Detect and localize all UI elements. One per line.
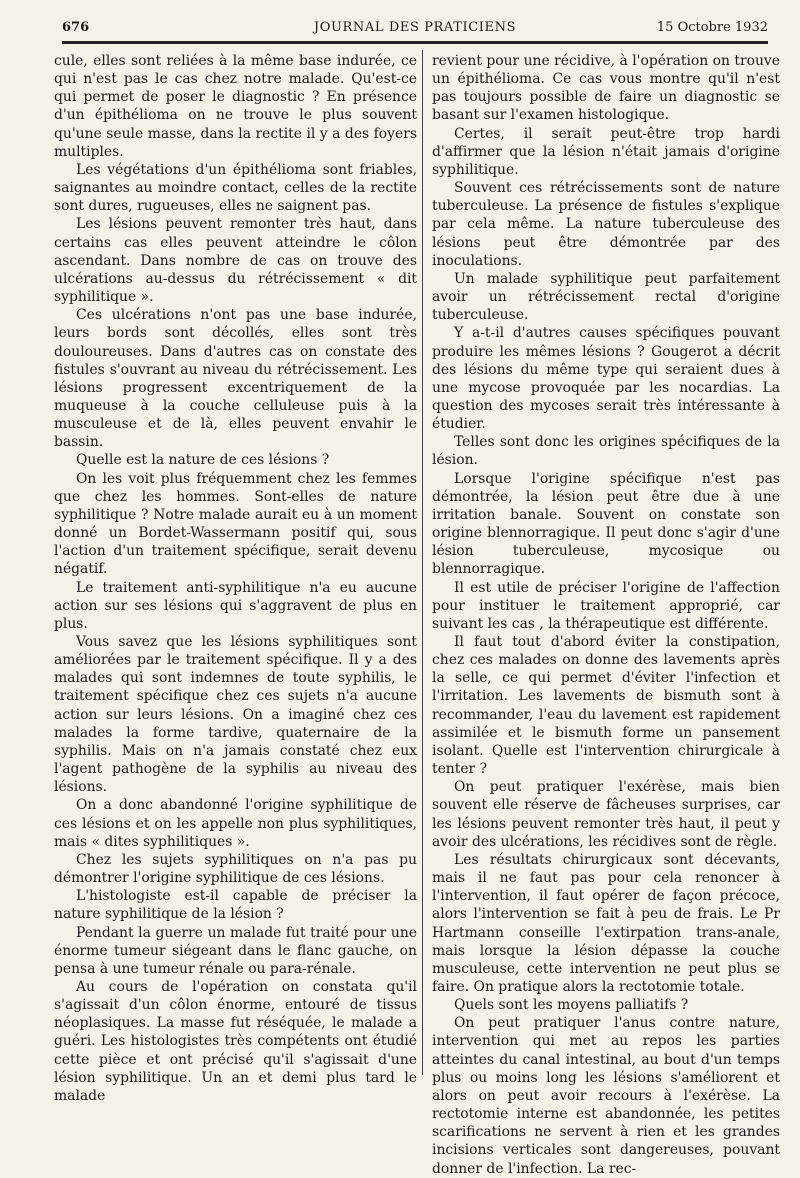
paragraph: revient pour une récidive, à l'opération on trouve un épithélioma. Ce cas vous montre qu'il n'est pas toujours possible de faire un diagnostic se basant sur l'examen histologique.	[432, 53, 780, 124]
column-divider	[422, 50, 423, 1075]
paragraph: Vous savez que les lésions syphilitiques sont améliorées par le traitement spécifique. Il y a des malades qui sont indemnes de toute syphilis, le traitement spécifique chez ces sujets n'a aucune action sur leurs lésions. On a imaginé chez ces malades la forme tardive, quaternaire de la syphilis. Mais on n'a jamais constaté chez eux l'agent pathogène de la syphilis au niveau des lésions.	[54, 634, 417, 796]
paragraph: Les végétations d'un épithélioma sont friables, saignantes au moindre contact, celles de la rectite sont dures, rugueuses, elles ne saignent pas.	[54, 161, 417, 215]
paragraph: Certes, il serait peut-être trop hardi d'affirmer que la lésion n'était jamais d'origine syphilitique.	[432, 125, 780, 178]
paragraph: cule, elles sont reliées à la même base indurée, ce qui n'est pas le cas chez notre malade. Qu'est-ce qui permet de poser le diagnostic ? En présence d'un épithélioma on ne trouve le plus souvent qu'une seule masse, dans la rectite il y a des foyers multiples.	[54, 53, 417, 160]
paragraph: Quels sont les moyens palliatifs ?	[454, 997, 689, 1014]
paragraph: On peut pratiquer l'exérèse, mais bien souvent elle réserve de fâcheuses surprises, car les lésions peuvent remonter très haut, il peut y avoir des ulcérations, les récidives sont de règle.	[432, 779, 780, 850]
paragraph: Y a-t-il d'autres causes spécifiques pouvant produire les mêmes lésions ? Gougerot a décrit des lésions du même type qui seraient dues à une mycose provoquée par les nocardias. La question des mycoses serait très intéressante à étudier.	[432, 325, 780, 433]
paragraph: Chez les sujets syphilitiques on n'a pas pu démontrer l'origine syphilitique de ces lésions.	[54, 851, 417, 887]
paragraph: Les lésions peuvent remonter très haut, dans certains cas elles peuvent atteindre le côlon ascendant. Dans nombre de cas on trouve des ulcérations au-dessus du rétrécissement « dit syphilitique ».	[54, 216, 417, 306]
paragraph: Au cours de l'opération on constata qu'il s'agissait d'un côlon énorme, entouré de tissus néoplasiques. La masse fut réséquée, le malade a guéri. Les histologistes très compétents ont étudié cette pièce et ont précisé qu'il s'agissait d'une lésion syphilitique. Un an et demi plus tard le malade	[54, 978, 417, 1104]
journal-title: JOURNAL DES PRATICIENS	[313, 20, 517, 35]
left-column	[54, 52, 417, 1105]
paragraph: Il est utile de préciser l'origine de l'affection pour instituer le traitement approprié, car suivant les cas , la thérapeutique est différente.	[432, 579, 780, 632]
paragraph: On les voit plus fréquemment chez les femmes que chez les hommes. Sont-elles de nature syphilitique ? Notre malade aurait eu à un moment donné un Bordet-Wassermann positif qui, sous l'action d'un traitement spécifique, serait devenu négatif.	[54, 470, 417, 578]
paragraph: Quelle est la nature de ces lésions ?	[76, 452, 330, 469]
issue-date: 15 Octobre 1932	[656, 20, 768, 35]
page-number: 676	[62, 20, 90, 35]
paragraph: Les résultats chirurgicaux sont décevants, mais il ne faut pas pour cela renoncer à l'intervention, il faut opérer de façon précoce, alors l'intervention se fait à peu de frais. Le Pr Hartmann conseille l'extirpation trans-anale, mais lorsque la lésion dépasse la couche musculeuse, cette intervention ne peut plus se faire. On pratique alors la rectotomie totale.	[432, 851, 780, 995]
paragraph: Telles sont donc les origines spécifiques de la lésion.	[432, 434, 780, 469]
paragraph: On a donc abandonné l'origine syphilitique de ces lésions et on les appelle non plus syphilitiques, mais « dites syphilitiques ».	[54, 797, 417, 850]
running-header	[62, 16, 768, 40]
paragraph: On peut pratiquer l'anus contre nature, intervention qui met au repos les parties atteintes du canal intestinal, au bout d'un temps plus ou moins long les lésions s'améliorent et alors on peut avoir recours à l'exérèse. La rectotomie interne est abandonnée, les petites scarifications ne servent à rien et les grandes incisions verticales sont dangereuses, pouvant donner de l'infection. La rec-	[432, 1015, 780, 1177]
paragraph: Le traitement anti-syphilitique n'a eu aucune action sur ses lésions qui s'aggravent de plus en plus.	[54, 579, 417, 632]
right-column	[432, 52, 780, 1178]
paragraph: Il faut tout d'abord éviter la constipation, chez ces malades on donne des lavements après la selle, ce qui permet d'éviter l'infection et l'irritation. Les lavements de bismuth sont à recommander, l'eau du lavement est rapidement assimilée et le bismuth forme un pansement isolant. Quelle est l'intervention chirurgicale à tenter ?	[432, 634, 780, 778]
paragraph: Lorsque l'origine spécifique n'est pas démontrée, la lésion peut être due à une irritation banale. Souvent on constate son origine blennorragique. Il peut donc s'agir d'une lésion tuberculeuse, mycosique ou blennorragique.	[432, 470, 780, 578]
paragraph: L'histologiste est-il capable de préciser la nature syphilitique de la lésion ?	[54, 888, 417, 923]
paragraph: Pendant la guerre un malade fut traité pour une énorme tumeur siégeant dans le flanc gauche, on pensa à une tumeur rénale ou para-rénale.	[54, 924, 417, 977]
paragraph: Ces ulcérations n'ont pas une base indurée, leurs bords sont décollés, elles sont très douloureuses. Dans d'autres cas on constate des fistules s'ouvrant au niveau du rétrécissement. Les lésions progressent excentriquement de la muqueuse à la couche celluleuse puis à la musculeuse et de là, elles peuvent envahir le bassin.	[54, 307, 417, 451]
header-rule	[62, 41, 768, 44]
paragraph: Un malade syphilitique peut parfaitement avoir un rétrécissement rectal d'origine tuberculeuse.	[432, 270, 780, 324]
paragraph: Souvent ces rétrécissements sont de nature tuberculeuse. La présence de fistules s'explique par cela même. La nature tuberculeuse des lésions peut être démontrée par des inoculations.	[432, 180, 780, 269]
